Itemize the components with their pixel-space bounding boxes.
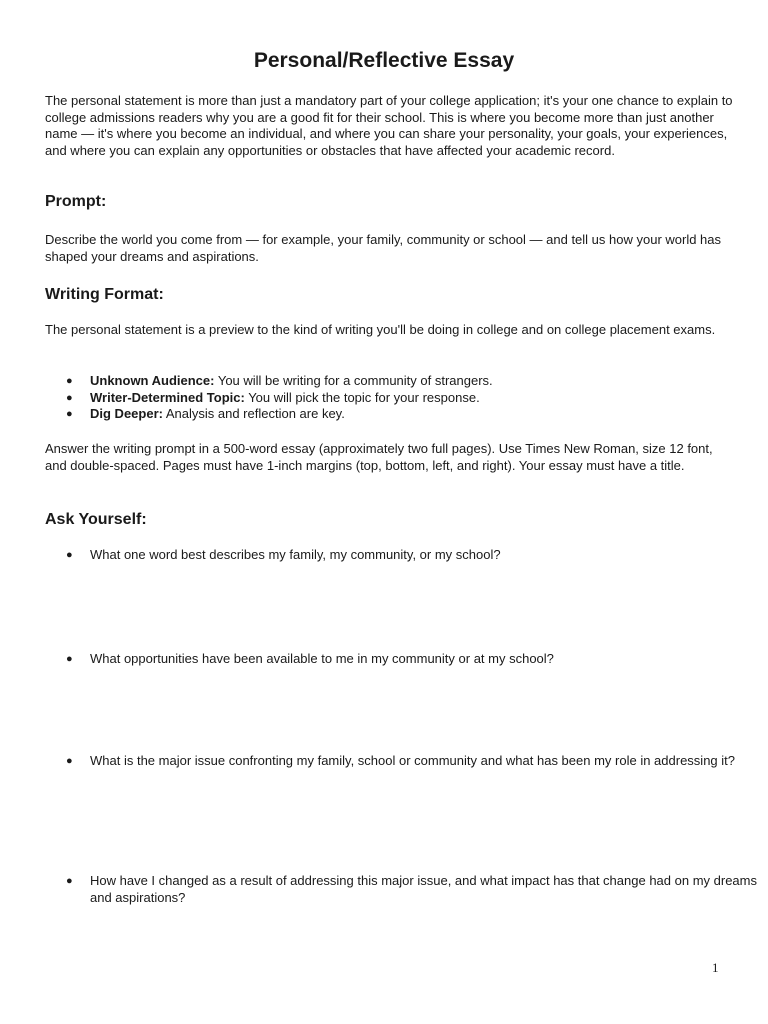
bullet-icon: ● <box>66 653 73 665</box>
question-text: How have I changed as a result of addressing this major issue, and what impact has that change had on my dreams and aspirations? <box>90 873 757 905</box>
list-item <box>45 373 735 390</box>
list-item-term: Writer-Determined Topic: <box>90 389 245 405</box>
writing-format-text: The personal statement is a preview to the kind of writing you'll be doing in college and on college placement exams. <box>45 322 716 337</box>
question-text: What is the major issue confronting my family, school or community and what has been my role in addressing it? <box>90 753 735 768</box>
bullet-icon: ● <box>66 375 73 387</box>
list-item <box>45 406 735 423</box>
question-text: What one word best describes my family, my community, or my school? <box>90 547 501 562</box>
prompt-text: Describe the world you come from — for example, your family, community or school — and tell us how your world has shaped your dreams and aspirations. <box>45 232 722 264</box>
ask-yourself-heading: Ask Yourself: <box>45 511 147 528</box>
question-item <box>45 651 760 668</box>
writing-format-heading: Writing Format: <box>45 286 164 303</box>
bullet-icon: ● <box>66 391 73 404</box>
question-item <box>45 753 760 770</box>
page-number: 1 <box>712 960 719 975</box>
question-text: What opportunities have been available to me in my community or at my school? <box>90 651 554 666</box>
question-item <box>45 547 760 564</box>
intro-paragraph: The personal statement is more than just a mandatory part of your college application; it's your one chance to explain to college admissions readers why you are a good fit for their school. This is where you become more than just another name — it's where you become an individual, and where you can share your personality, your goals, your experiences, and where you can explain any opportunities or obstacles that have affected your academic record. <box>45 93 733 158</box>
page-title: Personal/Reflective Essay <box>253 49 515 72</box>
list-item <box>45 390 735 407</box>
list-item-term: Unknown Audience: <box>90 373 215 388</box>
bullet-icon: ● <box>66 549 73 561</box>
question-item <box>45 873 760 906</box>
list-item-text: You will pick the topic for your response. <box>244 389 480 405</box>
writing-format-list <box>45 373 735 423</box>
instructions-paragraph: Answer the writing prompt in a 500-word essay (approximately two full pages). Use Times New Roman, size 12 font, and double-spaced. Pages must have 1-inch margins (top, bottom, left, and right). Your essay must have a title. <box>45 441 713 473</box>
list-item-text: You will be writing for a community of strangers. <box>214 373 493 388</box>
prompt-heading: Prompt: <box>45 193 107 210</box>
bullet-icon: ● <box>66 875 73 887</box>
bullet-icon: ● <box>66 755 73 767</box>
list-item-text: Analysis and reflection are key. <box>162 406 345 421</box>
list-item-term: Dig Deeper: <box>90 406 163 421</box>
bullet-icon: ● <box>66 408 73 420</box>
